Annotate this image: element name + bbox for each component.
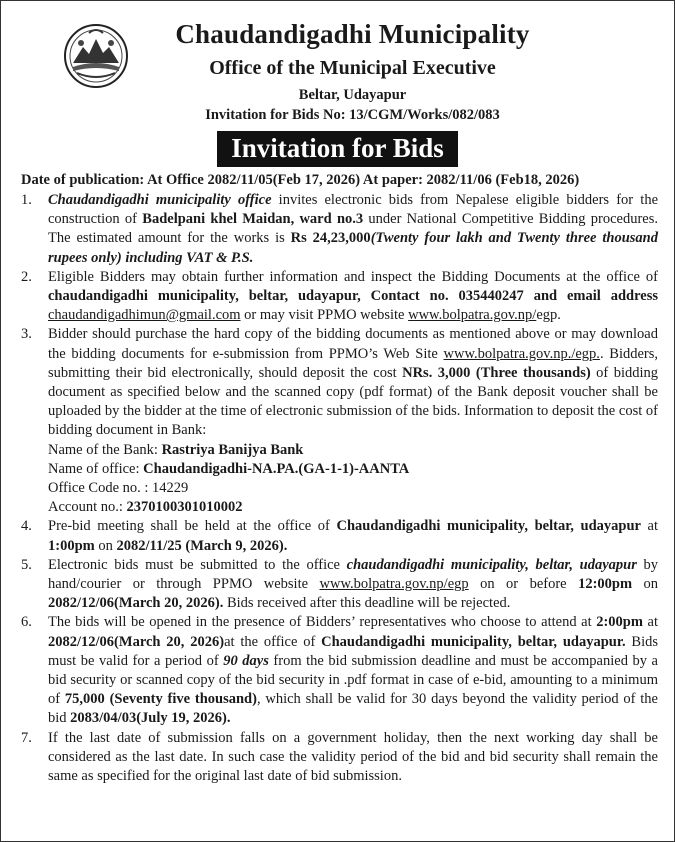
bank-name-line (48, 441, 658, 460)
item-text: at (642, 614, 659, 631)
publication-date: Date of publication: At Office 2082/11/05(Feb 17, 2026) At paper: 2082/11/06 (Feb18, 2026) (21, 172, 580, 188)
item-text: NRs. 3,000 (Three thousands) (402, 364, 591, 381)
office-code-line (48, 479, 658, 498)
item-number: 4. (21, 518, 32, 535)
item-text: under National Competitive Bidding procedures. The estimated amount for the works is (48, 211, 659, 247)
account-label: Account no.: (48, 499, 127, 516)
item-text: 2082/11/25 (March 9, 2026). (116, 537, 288, 554)
email-link[interactable]: chaudandigadhimun@gmail.com (48, 307, 241, 324)
ppmo-link[interactable]: www.bolpatra.gov.np./egp. (443, 345, 600, 362)
item-text: by hand/courier or through PPMO website (48, 556, 659, 593)
ppmo-link[interactable]: www.bolpatra.gov.np/egp (319, 576, 469, 593)
office-address: Beltar, Udayapur (298, 87, 407, 103)
item-number: 7. (21, 729, 32, 746)
list-item (15, 268, 660, 326)
item-text: on (632, 576, 659, 593)
office-name: Office of the Municipal Executive (209, 57, 496, 79)
account-line (48, 498, 658, 517)
item-text: at (640, 518, 658, 535)
item-number: 5. (21, 556, 32, 573)
item-text: 12:00pm (578, 576, 633, 593)
item-number: 2. (21, 268, 32, 285)
item-text: (Twenty four lakh and Twenty three thousand rupees only) including VAT & P.S. (48, 230, 659, 266)
code-label: Office Code no. : (48, 480, 153, 497)
item-text: Pre-bid meeting shall be held at the office of (48, 518, 337, 535)
item-text: 90 days (223, 652, 269, 669)
account-value: 2370100301010002 (126, 499, 243, 516)
invitation-number: Invitation for Bids No: 13/CGM/Works/082/083 (205, 107, 500, 123)
notice-header (15, 1, 660, 126)
item-number: 3. (21, 326, 32, 343)
item-text: The bids will be opened in the presence of Bidders’ representatives who choose to attend at (48, 614, 597, 631)
item-text: If the last date of submission falls on a government holiday, then the next working day shall be considered as the last date. In such case the validity period of the bid and bid security shall remain the same as specified for the original last date of bid submission. (48, 729, 658, 785)
item-text: Chaudandigadhi municipality office (48, 192, 272, 208)
bank-label: Name of the Bank: (48, 441, 162, 458)
list-item (15, 325, 660, 517)
list-item (15, 613, 660, 728)
item-text: Badelpani khel Maidan, ward no.3 (142, 211, 364, 228)
item-text: 2083/04/03(July 19, 2026). (70, 710, 231, 727)
office-label: Name of office: (48, 460, 144, 477)
office-name-line (48, 460, 658, 479)
item-text: on (94, 537, 117, 554)
item-text: Bidder should purchase the hard copy of the bidding documents as mentioned above or may download the bidding documents for e-submission from PPMO’s Web Site (48, 326, 658, 362)
code-value: 14229 (152, 480, 189, 497)
item-text: . Bidders, submitting their bid electronically, should deposit the cost (48, 345, 659, 381)
item-text: chaudandigadhi municipality, beltar, udayapur, Contact no. 035440247 and email address (48, 288, 658, 305)
item-text: Eligible Bidders may obtain further information and inspect the Bidding Documents at the office of (48, 268, 658, 285)
item-text: 2082/12/06(March 20, 2026) (48, 633, 225, 650)
item-number: 1. (21, 192, 32, 208)
office-value: Chaudandigadhi-NA.PA.(GA-1-1)-AANTA (143, 460, 410, 477)
item-text: invites electronic bids from Nepalese eligible bidders for the construction of (48, 192, 659, 228)
item-text: 1:00pm (48, 537, 95, 554)
item-text: 2082/12/06(March 20, 2026). (48, 595, 224, 612)
item-text: on or before (468, 576, 579, 593)
list-item (15, 729, 660, 787)
item-text: Chaudandigadhi municipality, beltar, udayapur (336, 518, 641, 535)
list-item (15, 556, 660, 614)
org-name: Chaudandigadhi Municipality (175, 19, 530, 49)
notice-banner: Invitation for Bids (217, 131, 458, 167)
item-text: egp. (536, 307, 561, 324)
item-text: of bidding document as specified below and the scanned copy (pdf format) of the Bank deposit voucher shall be uploaded by the bidder at the time of electronic submission of the bids. Information to deposit the cost of bidding document in Bank: (48, 364, 658, 439)
item-text: Rs 24,23,000 (290, 230, 371, 247)
item-text: Chaudandigadhi municipality, beltar, udayapur. (321, 633, 626, 650)
item-text: or may visit PPMO website (240, 307, 409, 324)
item-number: 6. (21, 614, 32, 631)
banner-wrap (15, 131, 660, 169)
ppmo-link[interactable]: www.bolpatra.gov.np/ (408, 307, 537, 324)
item-text: Bids received after this deadline will be rejected. (223, 595, 511, 612)
item-text: 2:00pm (596, 614, 643, 631)
item-text: 75,000 (Seventy five thousand) (64, 691, 257, 708)
list-item (15, 191, 660, 268)
list-item (15, 517, 660, 555)
item-text: Electronic bids must be submitted to the office (48, 556, 347, 573)
notice-items (15, 191, 660, 786)
item-text: from the bid submission deadline and must be accompanied by a bid security or scanned copy of the bid security in .pdf format in case of e-bid, amounting to a minimum of (48, 652, 658, 708)
item-text: chaudandigadhi municipality, beltar, udayapur (346, 556, 637, 573)
bank-value: Rastriya Banijya Bank (161, 441, 304, 458)
item-text: , which shall be valid for 30 days beyond the validity period of the bid (48, 691, 658, 727)
item-text: at the office of (224, 633, 322, 650)
item-text: Bids must be valid for a period of (48, 633, 658, 669)
